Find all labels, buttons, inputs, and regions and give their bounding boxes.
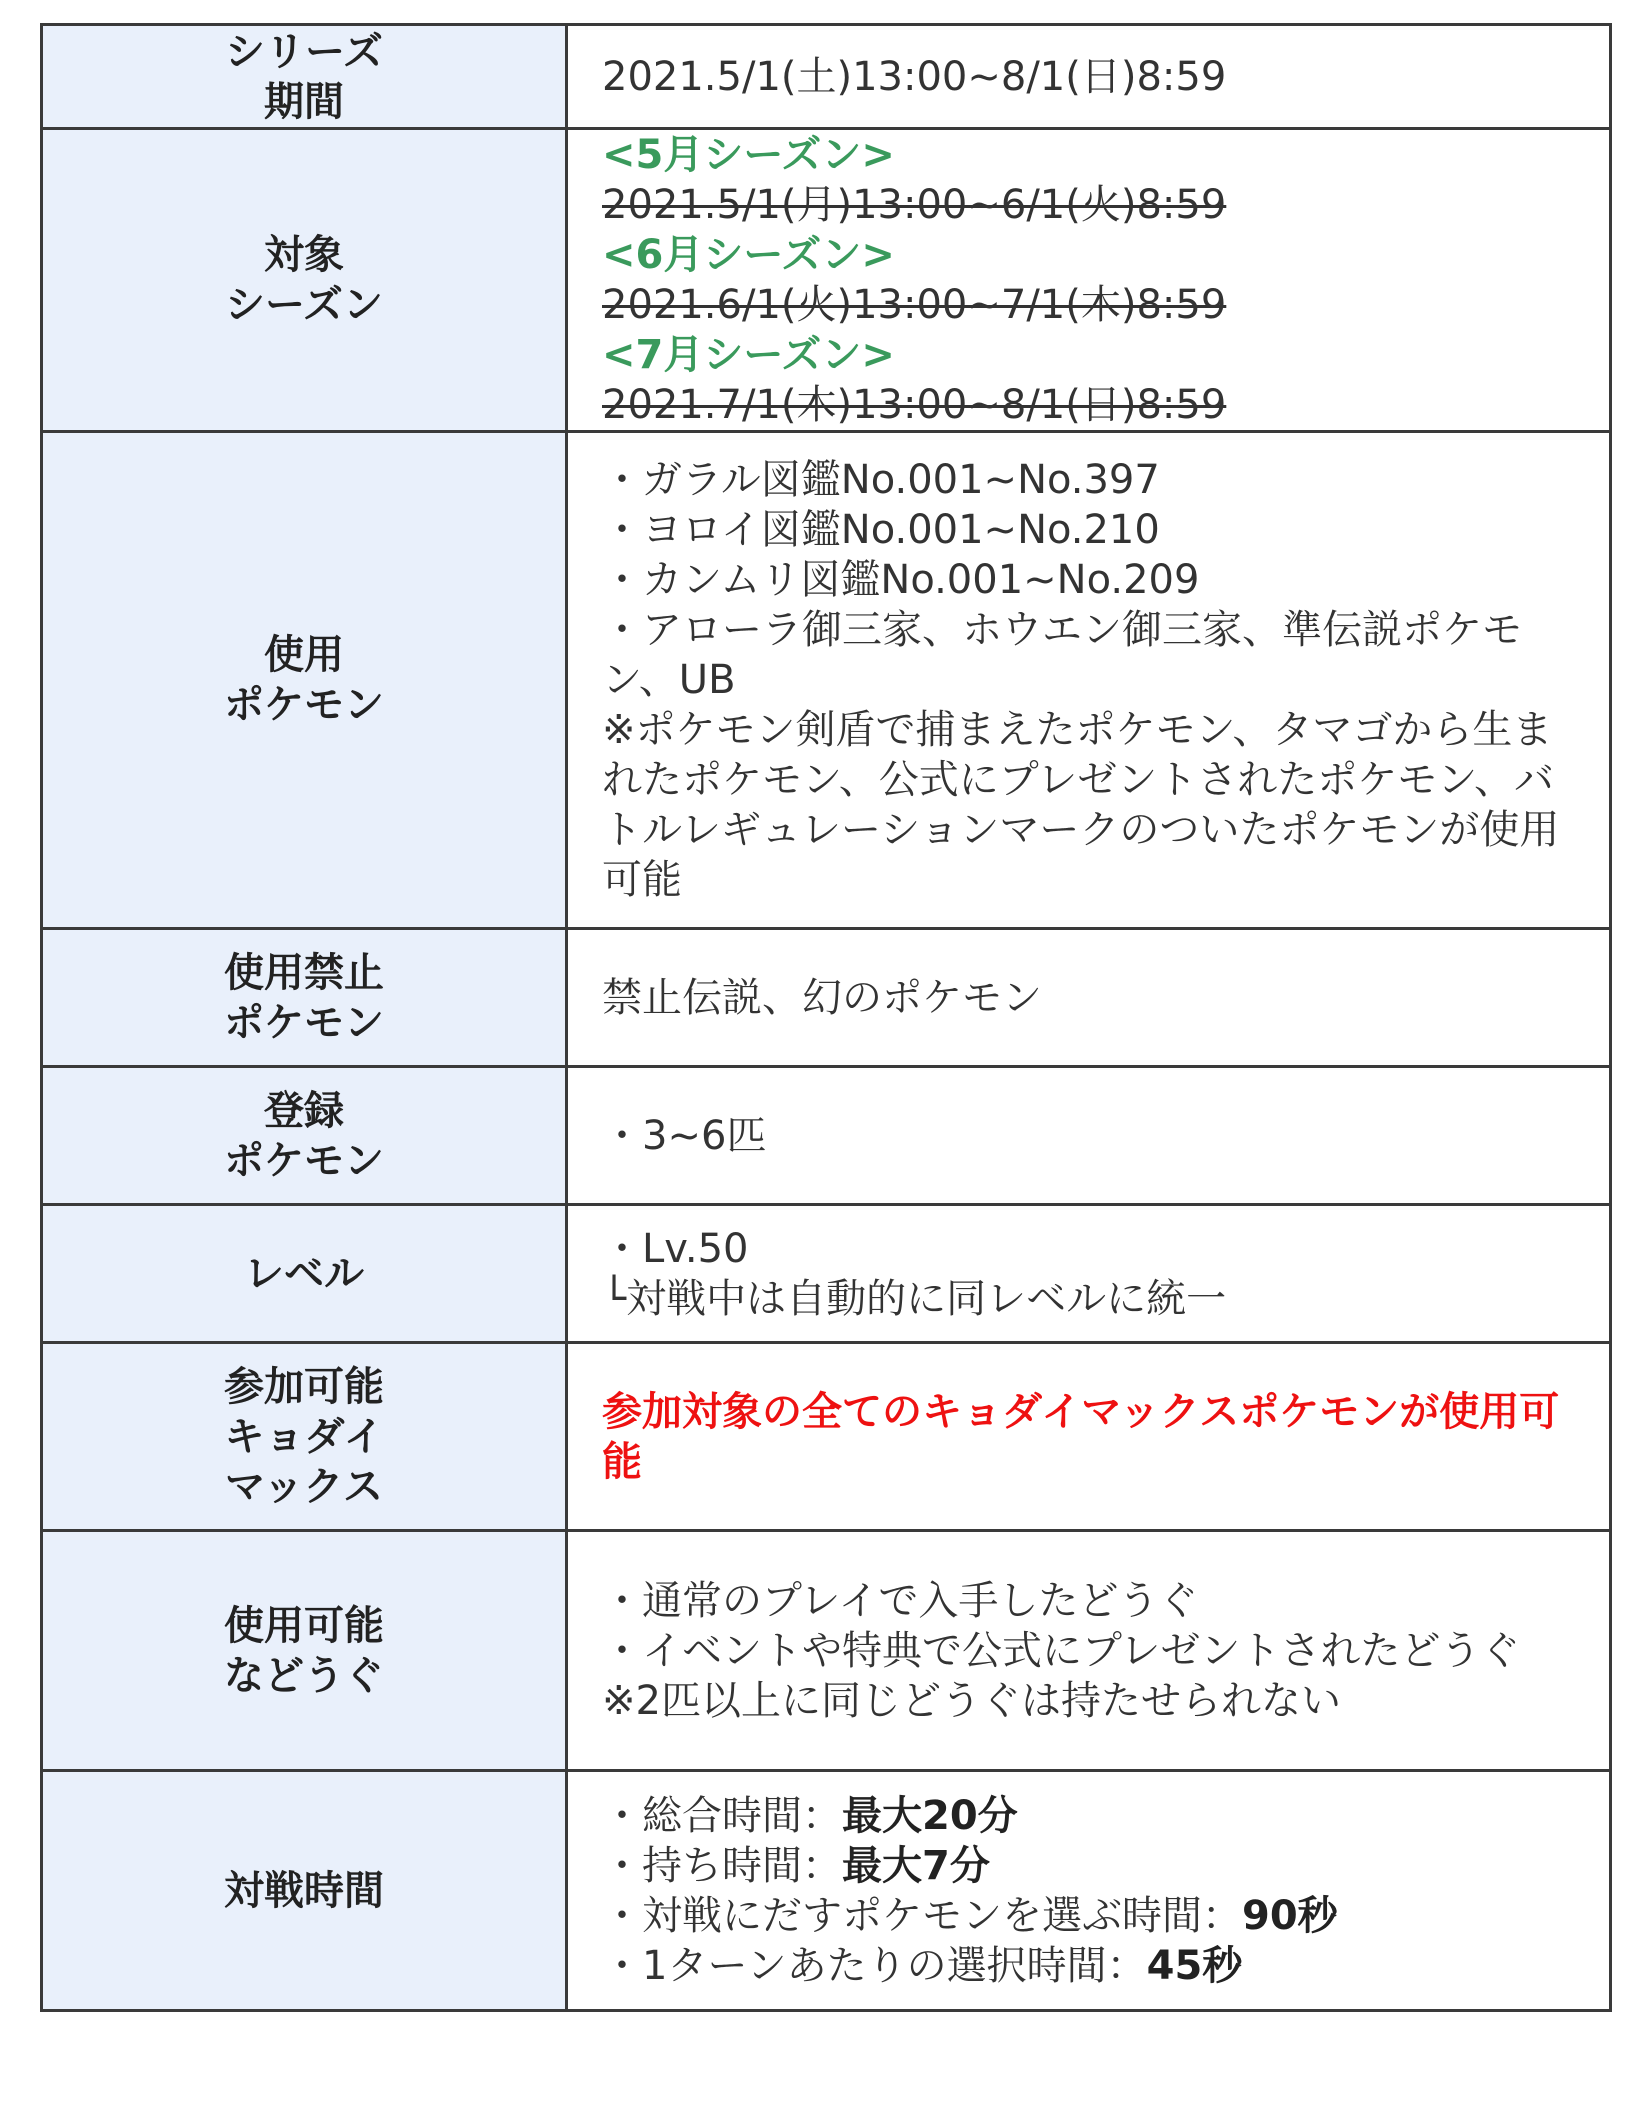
table-row <box>42 1531 1611 1771</box>
row-label-registered-pokemon <box>42 1067 567 1205</box>
row-value-level <box>567 1205 1611 1343</box>
time-value: 90秒 <box>1242 1892 1338 1939</box>
row-label-line: シーズン <box>225 282 383 328</box>
row-label-line: 参加可能 <box>224 1363 384 1410</box>
row-value-usable-pokemon <box>567 432 1611 929</box>
table-row <box>42 129 1611 432</box>
table-row <box>42 432 1611 929</box>
season-period: 2021.6/1(火)13:00~7/1(木)8:59 <box>602 282 1227 328</box>
season-period: 2021.5/1(月)13:00~6/1(火)8:59 <box>602 182 1227 228</box>
row-label-line: 使用可能 <box>224 1602 384 1649</box>
row-value-target-season <box>567 129 1611 432</box>
row-label-level <box>42 1205 567 1343</box>
list-item: ・イベントや特典で公式にプレゼントされたどうぐ <box>602 1627 1521 1674</box>
row-label-usable-pokemon <box>42 432 567 929</box>
row-label-battle-time <box>42 1771 567 2011</box>
table-row <box>42 1067 1611 1205</box>
row-label-line: シリーズ <box>225 28 383 75</box>
row-label-line: ポケモン <box>224 999 384 1046</box>
table-row <box>42 929 1611 1067</box>
time-prefix: ・1ターンあたりの選択時間： <box>602 1942 1147 1989</box>
row-label-line: レベル <box>244 1250 364 1297</box>
list-item: ・通常のプレイで入手したどうぐ <box>602 1577 1199 1624</box>
series-period-text: 2021.5/1(土)13:00~8/1(日)8:59 <box>602 53 1227 100</box>
row-label-line: 対戦時間 <box>224 1867 384 1914</box>
time-item <box>602 1791 1575 1841</box>
row-label-usable-items <box>42 1531 567 1771</box>
usable-pokemon-note: ※ポケモン剣盾で捕まえたポケモン、タマゴから生まれたポケモン、公式にプレゼントされたポケモン、バトルレギュレーションマークのついたポケモンが使用可能 <box>602 707 1560 903</box>
banned-pokemon-text: 禁止伝説、幻のポケモン <box>602 974 1042 1021</box>
table-row <box>42 1343 1611 1531</box>
season-period: 2021.7/1(木)13:00~8/1(日)8:59 <box>602 382 1227 428</box>
table-row <box>42 1771 1611 2011</box>
row-label-series-period <box>42 25 567 129</box>
list-item: ・ヨロイ図鑑No.001~No.210 <box>602 507 1160 553</box>
time-value: 45秒 <box>1146 1942 1243 1989</box>
regulation-table <box>40 23 1612 2012</box>
row-label-line: ポケモン <box>224 1137 384 1184</box>
row-label-gigantamax <box>42 1343 567 1531</box>
list-item: ・アローラ御三家、ホウエン御三家、準伝説ポケモン、UB <box>602 607 1522 703</box>
gigantamax-emphasis-text: 参加対象の全てのキョダイマックスポケモンが使用可能 <box>602 1388 1560 1485</box>
time-item <box>602 1841 1575 1891</box>
time-item <box>602 1891 1575 1941</box>
row-label-line: 登録 <box>264 1087 344 1134</box>
row-value-usable-items <box>567 1531 1611 1771</box>
season-title: <5月シーズン> <box>602 132 895 178</box>
list-item: ※2匹以上に同じどうぐは持たせられない <box>602 1677 1341 1724</box>
row-label-line: 期間 <box>264 78 344 125</box>
time-prefix: ・対戦にだすポケモンを選ぶ時間： <box>602 1892 1242 1939</box>
time-item <box>602 1941 1575 1991</box>
row-label-banned-pokemon <box>42 929 567 1067</box>
row-label-target-season <box>42 129 567 432</box>
row-label-line: マックス <box>225 1463 383 1510</box>
time-prefix: ・総合時間： <box>602 1792 842 1839</box>
list-item: ・Lv.50 <box>602 1225 749 1272</box>
season-title: <6月シーズン> <box>602 232 895 278</box>
row-label-line: などうぐ <box>224 1652 384 1699</box>
row-value-banned-pokemon <box>567 929 1611 1067</box>
time-prefix: ・持ち時間： <box>602 1842 842 1889</box>
time-value: 最大7分 <box>842 1842 990 1889</box>
row-value-registered-pokemon <box>567 1067 1611 1205</box>
row-label-line: 使用禁止 <box>224 949 384 996</box>
row-label-line: ポケモン <box>224 682 384 728</box>
table-row <box>42 1205 1611 1343</box>
row-label-line: 対象 <box>264 232 344 278</box>
registered-pokemon-text: ・3~6匹 <box>602 1112 767 1159</box>
time-value: 最大20分 <box>842 1792 1018 1839</box>
list-item: ・カンムリ図鑑No.001~No.209 <box>602 557 1200 603</box>
row-value-series-period <box>567 25 1611 129</box>
row-value-gigantamax <box>567 1343 1611 1531</box>
list-item: ・ガラル図鑑No.001~No.397 <box>602 457 1160 503</box>
row-label-line: 使用 <box>264 632 344 678</box>
season-title: <7月シーズン> <box>602 332 895 378</box>
row-value-battle-time <box>567 1771 1611 2011</box>
list-item: └対戦中は自動的に同レベルに統一 <box>602 1275 1227 1322</box>
table-row <box>42 25 1611 129</box>
row-label-line: キョダイ <box>224 1413 384 1460</box>
